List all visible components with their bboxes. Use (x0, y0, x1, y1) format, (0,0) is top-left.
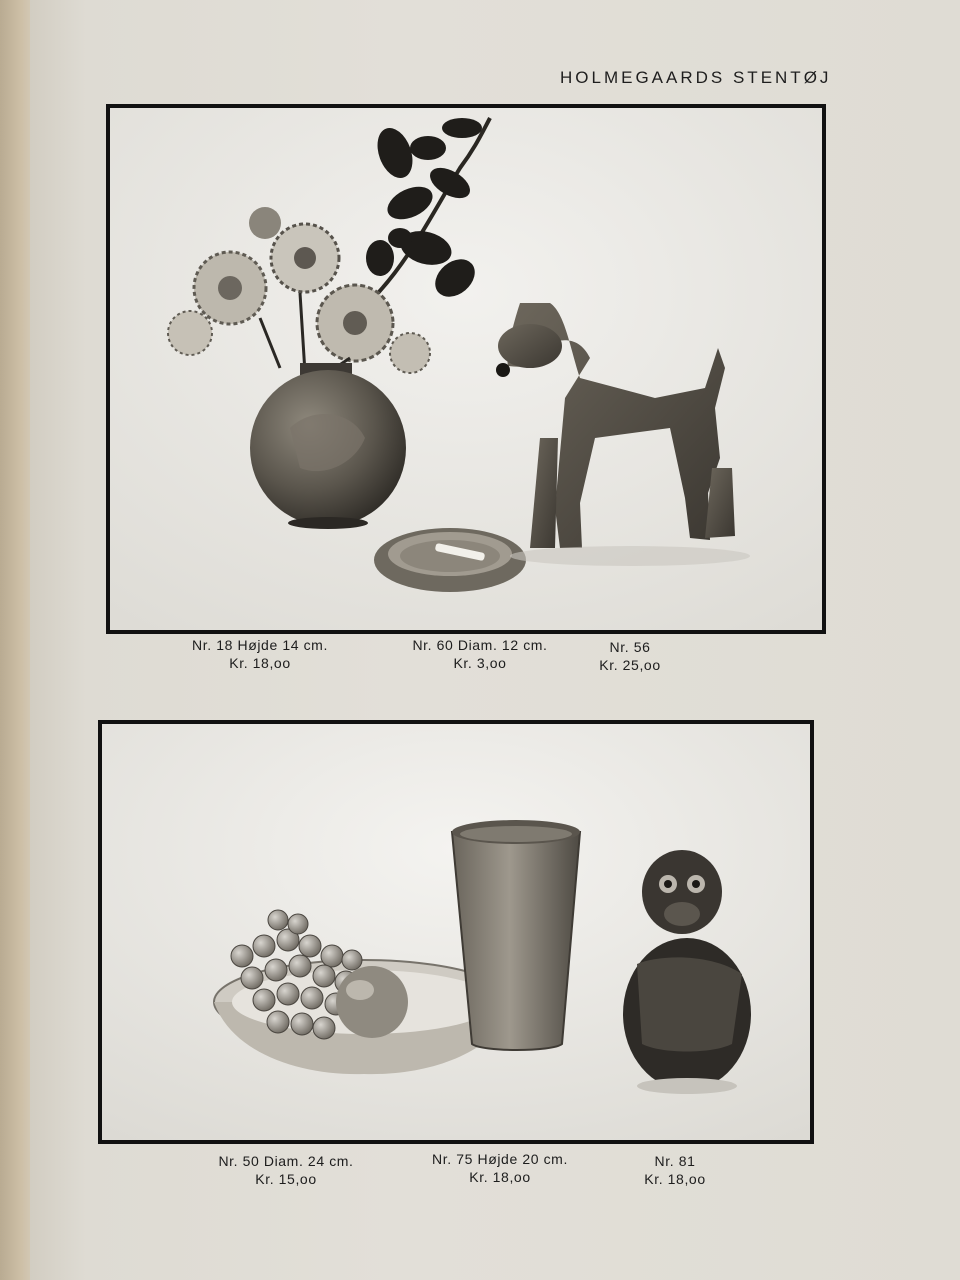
beaker-nr-75 (452, 820, 580, 1050)
caption-line2: Kr. 18,oo (229, 655, 291, 671)
caption-line1: Nr. 81 (654, 1153, 696, 1169)
caption-nr-50 (186, 1152, 386, 1188)
caption-nr-18 (160, 636, 360, 672)
caption-nr-75 (400, 1150, 600, 1186)
caption-nr-56 (570, 638, 690, 674)
caption-line1: Nr. 75 Højde 20 cm. (432, 1151, 568, 1167)
caption-line1: Nr. 56 (609, 639, 651, 655)
caption-nr-60 (380, 636, 580, 672)
photo-frame-bottom (98, 720, 814, 1144)
caption-nr-81 (615, 1152, 735, 1188)
caption-line2: Kr. 18,oo (644, 1171, 706, 1187)
dish-nr-60 (374, 528, 526, 592)
caption-line2: Kr. 25,oo (599, 657, 661, 673)
caption-line2: Kr. 15,oo (255, 1171, 317, 1187)
caption-line1: Nr. 18 Højde 14 cm. (192, 637, 328, 653)
caption-line1: Nr. 50 Diam. 24 cm. (218, 1153, 354, 1169)
photo-vase-dog-dish (110, 108, 822, 630)
apple (336, 966, 408, 1038)
photo-bowl-beaker-monkey (102, 724, 810, 1140)
photo-frame-top (106, 104, 826, 634)
caption-line2: Kr. 18,oo (469, 1169, 531, 1185)
page-header: HOLMEGAARDS STENTØJ (560, 68, 832, 87)
caption-line2: Kr. 3,oo (453, 655, 507, 671)
caption-line1: Nr. 60 Diam. 12 cm. (412, 637, 548, 653)
